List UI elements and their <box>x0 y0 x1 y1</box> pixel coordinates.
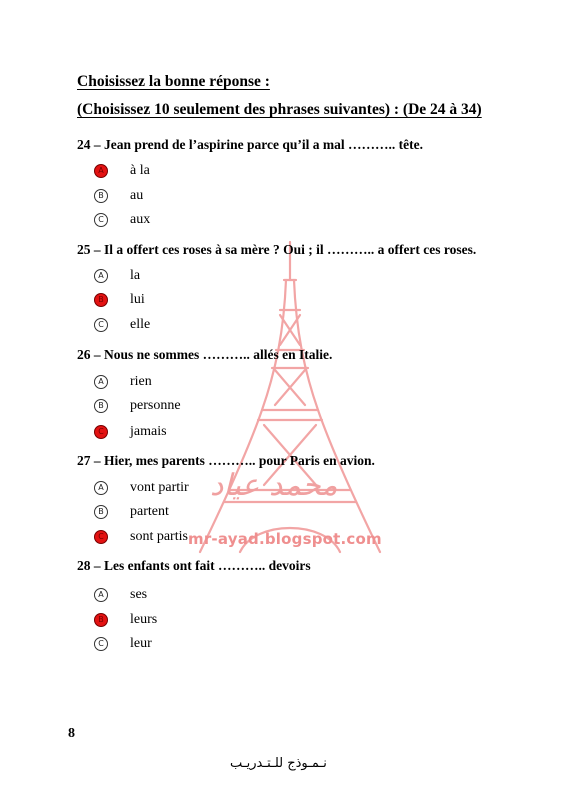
answer-bubble[interactable]: C <box>94 425 108 439</box>
question-24: 24 – Jean prend de l’aspirine parce qu’il a mal ……….. tête. <box>77 137 423 152</box>
option-text: leur <box>130 636 152 651</box>
answer-bubble[interactable]: A <box>94 269 108 283</box>
option-text: vont partir <box>130 480 189 495</box>
answer-bubble[interactable]: C <box>94 213 108 227</box>
option-text: aux <box>130 212 151 227</box>
answer-bubble[interactable]: B <box>94 399 108 413</box>
option-text: leurs <box>130 612 158 627</box>
option-text: au <box>130 188 144 203</box>
answer-bubble[interactable]: B <box>94 189 108 203</box>
instruction-subheading: (Choisissez 10 seulement des phrases suivantes) : (De 24 à 34) <box>77 101 482 118</box>
question-25: 25 – Il a offert ces roses à sa mère ? Oui ; il ……….. a offert ces roses. <box>77 242 477 257</box>
page-number: 8 <box>68 726 75 741</box>
option-text: ses <box>130 587 148 602</box>
answer-bubble[interactable]: A <box>94 375 108 389</box>
question-26: 26 – Nous ne sommes ……….. allés en Italie. <box>77 347 333 362</box>
answer-bubble[interactable]: B <box>94 505 108 519</box>
option-text: rien <box>130 374 152 389</box>
footer-label: نـمـوذج للـتـدريـب <box>230 756 327 771</box>
eiffel-tower-watermark <box>180 240 400 560</box>
watermark-url: mr-ayad.blogspot.com <box>188 530 382 548</box>
option-text: sont partis <box>130 529 188 544</box>
answer-bubble[interactable]: A <box>94 588 108 602</box>
answer-bubble[interactable]: C <box>94 530 108 544</box>
option-text: jamais <box>130 424 167 439</box>
answer-bubble[interactable]: C <box>94 318 108 332</box>
answer-bubble[interactable]: A <box>94 481 108 495</box>
watermark-arabic-signature: محمد عياد <box>210 468 338 503</box>
answer-bubble[interactable]: A <box>94 164 108 178</box>
answer-bubble[interactable]: B <box>94 293 108 307</box>
option-text: à la <box>130 163 150 178</box>
option-text: personne <box>130 398 181 413</box>
option-text: elle <box>130 317 151 332</box>
answer-bubble[interactable]: C <box>94 637 108 651</box>
option-text: partent <box>130 504 169 519</box>
option-text: la <box>130 268 141 283</box>
answer-bubble[interactable]: B <box>94 613 108 627</box>
instruction-heading: Choisissez la bonne réponse : <box>77 73 270 90</box>
question-27: 27 – Hier, mes parents ……….. pour Paris en avion. <box>77 453 375 468</box>
question-28: 28 – Les enfants ont fait ……….. devoirs <box>77 558 311 573</box>
option-text: lui <box>130 292 145 307</box>
